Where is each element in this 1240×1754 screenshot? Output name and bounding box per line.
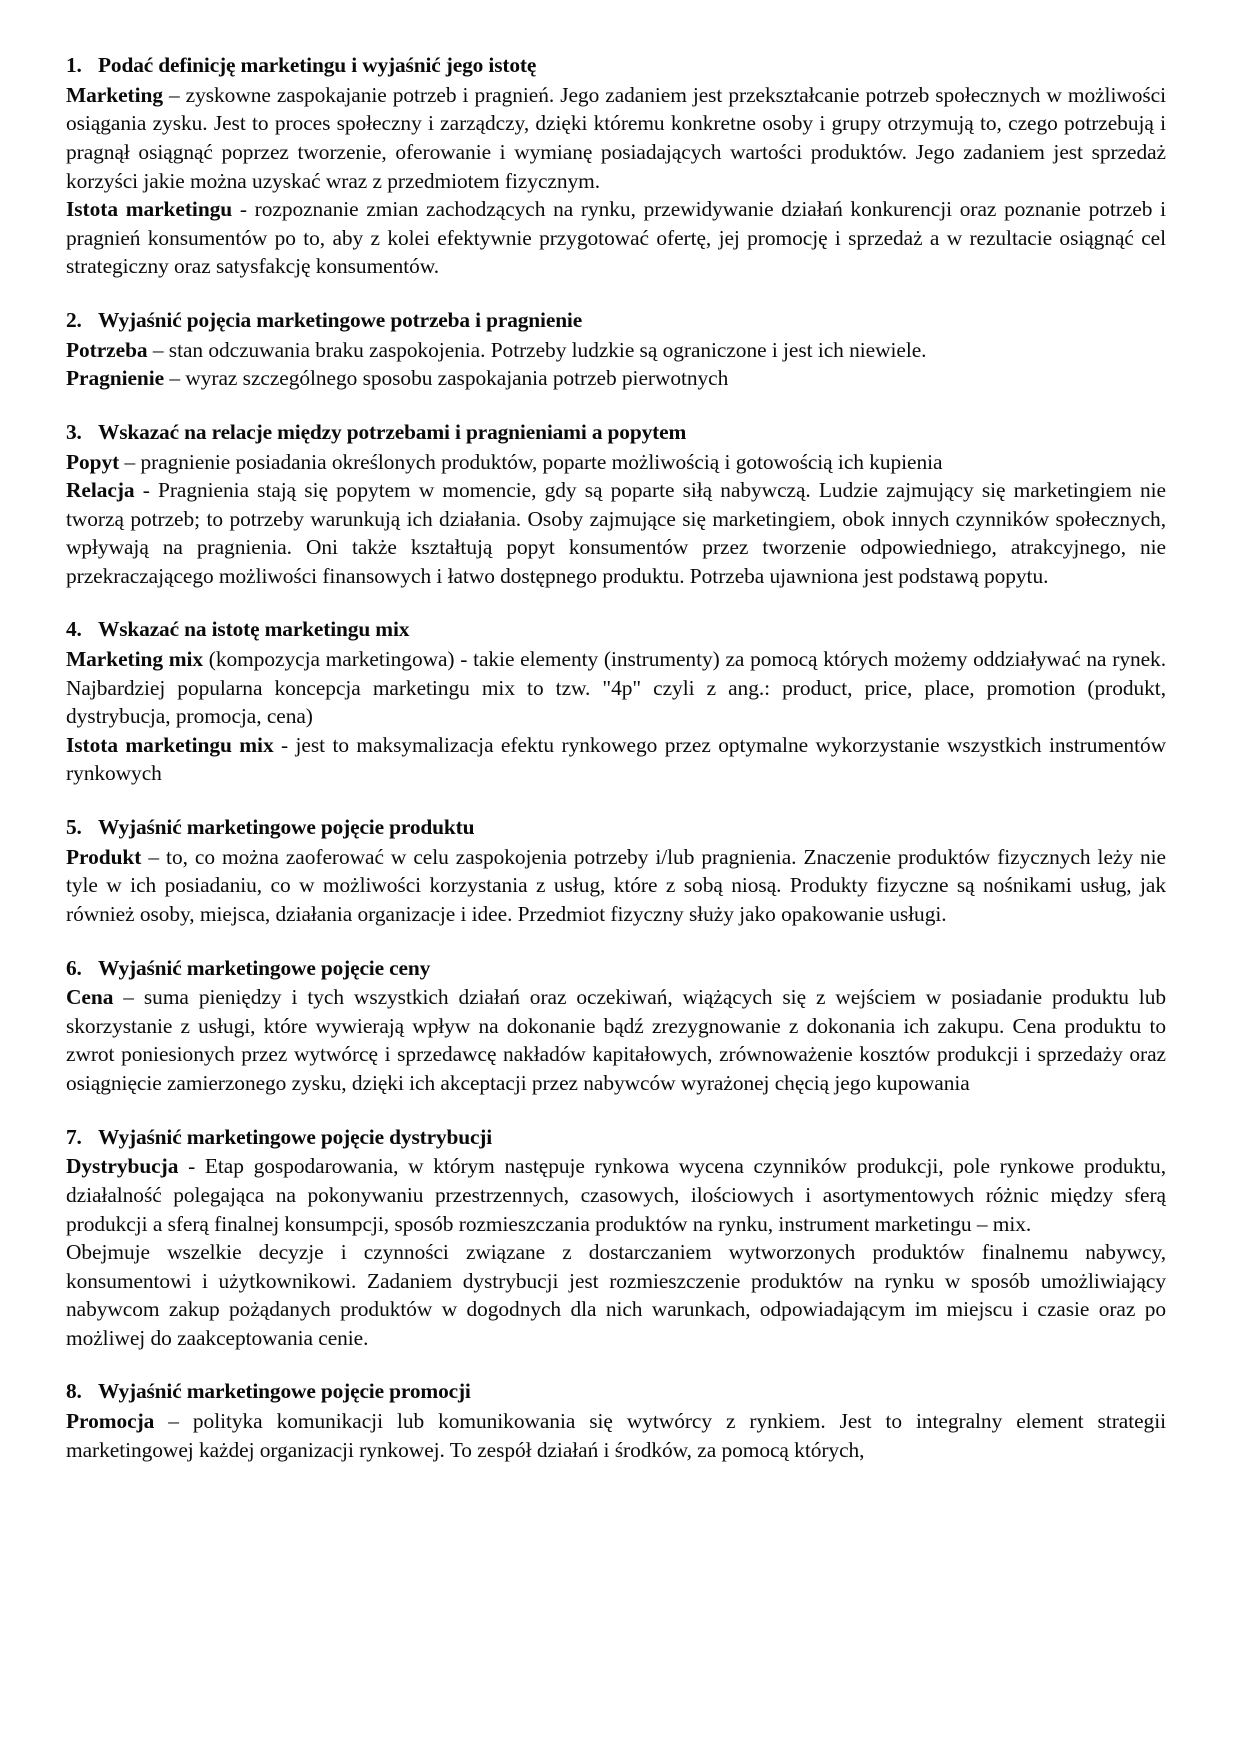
section-heading [66,955,1166,983]
section-heading-text: Wyjaśnić pojęcia marketingowe potrzeba i pragnienie [98,307,583,332]
section-paragraph [66,476,1166,590]
section-number: 2. [66,307,82,332]
section-heading [66,307,1166,335]
term-definition: Obejmuje wszelkie decyzje i czynności związane z dostarczaniem wytworzonych produktów finalnemu nabywcy, konsumentowi i użytkownikowi. Zadaniem dystrybucji jest rozmieszczenie produktów na rynku w sposób umożliwiający nabywcom zakup pożądanych produktów w dogodnych dla nich warunkach, odpowiadającym im miejscu i czasie oraz po możliwej do zaakceptowania cenie. [66,1240,1166,1350]
term-definition: - Pragnienia stają się popytem w momencie, gdy są poparte siłą nabywczą. Ludzie zajmujący się marketingiem nie tworzą potrzeb; to potrzeby warunkują ich działania. Osoby zajmujące się marketingiem, obok innych czynników społecznych, wpływają na pragnienia. Oni także kształtują popyt konsumentów przez tworzenie odpowiedniego, atrakcyjnego, nie przekraczającego możliwości finansowych i łatwo dostępnego produktu. Potrzeba ujawniona jest podstawą popytu. [66,478,1166,588]
section-heading [66,419,1166,447]
term-label: Produkt [66,844,142,869]
term-label: Relacja [66,478,135,503]
section-heading-text: Podać definicję marketingu i wyjaśnić jego istotę [98,53,537,77]
section-paragraph [66,195,1166,281]
section-paragraph [66,448,1166,477]
document-section [66,419,1166,591]
term-definition: – suma pieniędzy i tych wszystkich działań oraz oczekiwań, wiążących się z wejściem w posiadanie produktu lub skorzystanie z usługi, które wywierają wpływ na dokonanie bądź zrezygnowanie z dokonania ich zakupu. Cena produktu to zwrot poniesionych przez wytwórcę i sprzedawcę nakładów kapitałowych, zrównoważenie kosztów produkcji i sprzedaży oraz osiągnięcie zamierzonego zysku, dzięki ich akceptacji przez nabywców wyrażonej chęcią jego kupowania [66,985,1166,1096]
section-paragraph [66,364,1166,393]
term-definition: (kompozycja marketingowa) - takie elementy (instrumenty) za pomocą których możemy oddziaływać na rynek. Najbardziej popularna koncepcja marketingu mix to tzw. "4p" czyli z ang.: product, price, place, promotion (produkt, dystrybucja, promocja, cena) [66,647,1166,729]
term-label: Marketing [66,82,163,107]
term-definition: – zyskowne zaspokajanie potrzeb i pragnień. Jego zadaniem jest przekształcanie potrzeb społecznych w możliwości osiągania zysku. Jest to proces społeczny i zarządczy, dzięki któremu konkretne osoby i grupy otrzymują to, czego potrzebują i pragnął osiągnąć poprzez tworzenie, oferowanie i wymianę posiadających wartości produktów. Jego zadaniem jest sprzedaż korzyści jakie można uzyskać wraz z przedmiotem fizycznym. [66,82,1166,193]
document-section [66,955,1166,1098]
section-heading [66,1378,1166,1406]
section-heading-text: Wyjaśnić marketingowe pojęcie ceny [98,955,431,980]
section-paragraph [66,336,1166,365]
section-paragraph [66,843,1166,929]
term-definition: – stan odczuwania braku zaspokojenia. Potrzeby ludzkie są ograniczone i jest ich niewiele. [147,337,927,362]
section-heading-text: Wskazać na relacje między potrzebami i pragnieniami a popytem [98,419,687,444]
section-paragraph [66,645,1166,731]
term-label: Potrzeba [66,337,148,362]
term-definition: – to, co można zaoferować w celu zaspokojenia potrzeby i/lub pragnienia. Znaczenie produktów fizycznych leży nie tyle w ich posiadaniu, co w możliwości korzystania z usług, które z sobą niosą. Produkty fizyczne są nośnikami usług, jak również osoby, miejsca, działania organizacje i idee. Przedmiot fizyczny służy jako opakowanie usługi. [66,844,1166,926]
term-label: Cena [66,985,114,1010]
section-heading-text: Wyjaśnić marketingowe pojęcie produktu [98,815,475,839]
term-definition: - rozpoznanie zmian zachodzących na rynku, przewidywanie działań konkurencji oraz poznanie potrzeb i pragnień konsumentów po to, aby z kolei efektywnie przygotować ofertę, jej promocję i sprzedaż a w rezultacie osiągnąć cel strategiczny oraz satysfakcję konsumentów. [66,197,1166,279]
section-heading-text: Wskazać na istotę marketingu mix [98,617,410,642]
section-number: 1. [66,53,82,77]
term-label: Dystrybucja [66,1154,179,1179]
term-definition: – wyraz szczególnego sposobu zaspokajania potrzeb pierwotnych [164,366,729,391]
section-heading-text: Wyjaśnić marketingowe pojęcie dystrybucji [98,1124,493,1149]
section-number: 8. [66,1379,82,1404]
term-label: Istota marketingu mix [66,732,274,757]
term-definition: - Etap gospodarowania, w którym następuje rynkowa wycena czynników produkcji, pole rynkowe produktu, działalność polegająca na pokonywaniu przestrzennych, czasowych, ilościowych i asortymentowych różnic między sferą produkcji a sferą finalnej konsumpcji, sposób rozmieszczania produktów na rynku, instrument marketingu – mix. [66,1154,1166,1236]
section-heading [66,814,1166,842]
section-number: 7. [66,1124,82,1149]
section-paragraph [66,983,1166,1097]
section-number: 3. [66,419,82,444]
document-body [66,52,1166,1464]
section-paragraph [66,1407,1166,1464]
section-heading [66,616,1166,644]
section-number: 5. [66,815,82,839]
section-paragraph [66,731,1166,788]
section-number: 6. [66,955,82,980]
section-paragraph [66,1152,1166,1238]
term-label: Istota marketingu [66,197,233,222]
section-number: 4. [66,617,82,642]
term-definition: - jest to maksymalizacja efektu rynkowego przez optymalne wykorzystanie wszystkich instrumentów rynkowych [66,732,1167,786]
document-section [66,814,1166,929]
term-label: Popyt [66,449,120,474]
document-section [66,1378,1166,1464]
term-definition: – pragnienie posiadania określonych produktów, poparte możliwością i gotowością ich kupienia [119,449,943,474]
section-paragraph [66,1238,1166,1352]
document-section [66,1124,1166,1353]
section-heading [66,1124,1166,1152]
term-label: Marketing mix [66,647,204,672]
document-section [66,616,1166,788]
document-section [66,307,1166,393]
term-label: Promocja [66,1409,155,1434]
section-heading-text: Wyjaśnić marketingowe pojęcie promocji [98,1379,471,1404]
section-heading [66,52,1166,80]
document-section [66,52,1166,281]
section-paragraph [66,81,1166,195]
term-label: Pragnienie [66,366,165,391]
term-definition: – polityka komunikacji lub komunikowania się wytwórcy z rynkiem. Jest to integralny element strategii marketingowej każdej organizacji rynkowej. To zespół działań i środków, za pomocą których, [66,1409,1166,1462]
